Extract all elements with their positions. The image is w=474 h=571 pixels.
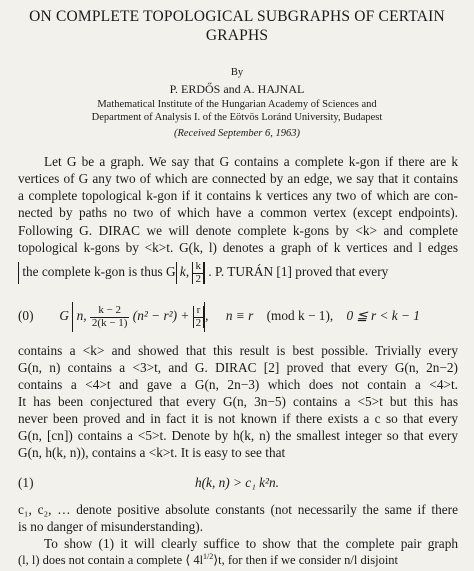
eq0-mid: (n² − r²) + xyxy=(132,308,190,324)
para3-line-1: c₁, c₂, … denote positive absolute constants (not necessarily the same if there xyxy=(18,502,458,517)
para4-line-2-text-d: disjoint xyxy=(360,553,399,568)
para2-line-4: It has been conjectured that every G(n, 3n−5) contains a <5>t but this has xyxy=(18,394,458,409)
eq0-condition-1: n ≡ r xyxy=(225,308,254,324)
para1-line-7-text-c: . P. TURÁN [1] proved that every xyxy=(208,264,389,280)
para4-line-2-angle: ⟨ 4l xyxy=(185,553,204,568)
para1-line-2: vertices of G any two of which are connected by an edge, we say that it contains xyxy=(18,171,458,186)
para4-line-2-frac-num: n xyxy=(344,553,351,568)
eq0-n: n, xyxy=(76,308,87,324)
para4-line-2-exponent: 1/2 xyxy=(203,552,214,561)
equation-0: (0) G n, $\frac{k - 2}{2(k - 1)}$ (n² − r²) + $\frac{r}{2}$ , n ≡ r (mod k − 1), 0 ≦ r < k − 1 xyxy=(18,302,420,332)
para2-line-1: contains a <k> and showed that this result is best possible. Trivially every xyxy=(18,343,458,358)
title-line-2: GRAPHS xyxy=(205,27,269,44)
affiliation-line-1: Mathematical Institute of the Hungarian Academy of Sciences and xyxy=(97,99,377,110)
para4-line-2: (l, l) does not contain a complete ⟨ $4l^{1/2}⟩t$, for then if we consider n/l disjoint xyxy=(18,552,399,568)
para4-line-1: To show (1) it will clearly suffice to show that the complete pair graph xyxy=(44,536,458,551)
eq0-condition-3: 0 ≦ r < k − 1 xyxy=(346,308,420,324)
by-label: By xyxy=(230,67,244,78)
para2-line-2: G(n, n) contains a <3>t, and G. DIRAC [2] proved that every G(n, 2n−2) xyxy=(18,360,458,375)
para1-line-7-k: k, xyxy=(179,264,190,280)
eq0-condition-2: (mod k − 1), xyxy=(266,308,334,324)
binomial-k-2: $\frac{k}{2}$ xyxy=(195,260,201,285)
received-date: (Received September 6, 1963) xyxy=(174,128,300,139)
para4-line-2-frac-den: l xyxy=(353,553,358,568)
eq0-lhs: G xyxy=(59,308,69,324)
para1-line-6: topological k-gons by <k>t. G(k, l) denotes a graph of k vertices and l edges xyxy=(18,240,458,255)
title-line-1: ON COMPLETE TOPOLOGICAL SUBGRAPHS OF CERTAIN xyxy=(29,8,445,25)
equation-1-label: (1) xyxy=(18,475,34,490)
eq0-fraction: $\frac{k - 2}{2(k - 1)}$ xyxy=(91,303,128,329)
para3-line-2: is no danger of misunderstanding). xyxy=(18,519,204,534)
para1-line-4: nected by paths no two of which have a common vertex (except endpoints). xyxy=(18,205,458,220)
para1-line-7-text-a: the complete k-gon is thus G xyxy=(22,264,176,280)
eq0-binomial-r-2: $\frac{r}{2}$ xyxy=(195,303,202,329)
para2-line-3: contains a <4>t and gave a G(n, 2n−3) which does not contain a <4>t. xyxy=(18,377,458,392)
equation-1: h(k, n) > c₁ k²n. xyxy=(194,475,280,490)
para4-line-2-text-c: ⟩t, for then if we consider xyxy=(213,553,342,568)
eq0-label: (0) xyxy=(18,308,34,324)
para1-line-3: a complete topological k-gon if it contains k vertices any two of which are con- xyxy=(18,188,458,203)
para2-line-7: G(n, h(k, n)), contains a <k>t. It is easy to see that xyxy=(18,445,286,460)
para1-line-5: Following G. DIRAC we will denote complete k-gons by <k> and complete xyxy=(18,223,458,238)
para2-line-6: G(n, [cn]) contains a <5>t. Denote by h(k, n) the smallest integer so that every xyxy=(18,428,458,443)
affiliation-line-2: Department of Analysis I. of the Eötvös Loránd University, Budapest xyxy=(91,112,383,123)
para1-line-7 xyxy=(18,261,388,285)
para1-line-1: Let G be a graph. We say that G contains a complete k-gon if there are k xyxy=(44,154,458,169)
para4-line-2-text-a: (l, l) does not contain a complete xyxy=(18,553,183,568)
para2-line-5: never been proved and in fact it is not known if there exists a c so that every xyxy=(18,411,458,426)
authors: P. ERDŐS and A. HAJNAL xyxy=(169,82,305,96)
